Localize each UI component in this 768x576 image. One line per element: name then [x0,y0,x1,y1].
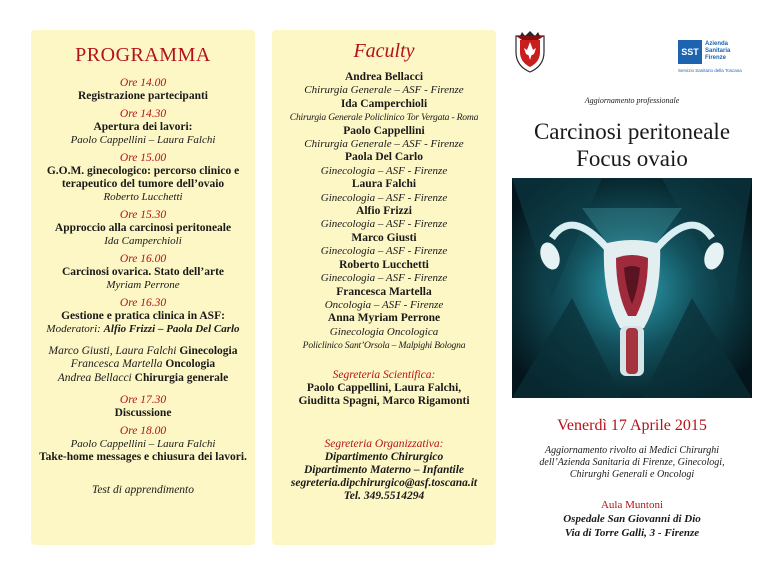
faculty-affiliation: Ginecologia – ASF - Firenze [320,245,448,258]
asl-logo-footer: Servizio Sanitario della Toscana [678,68,742,73]
program-item [31,108,255,147]
faculty-affiliation: Ginecologia – ASF - Firenze [320,218,448,231]
panel-names: Francesca Martella [70,358,163,371]
program-event: Apertura dei lavori: [93,121,193,133]
cover-title [512,118,752,172]
panel-names: Andrea Bellacci [57,371,132,384]
faculty-name: Paolo Cappellini [343,124,425,137]
faculty-name: Francesca Martella [336,285,432,298]
panel-role: Chirurgia generale [134,371,229,384]
faculty-affiliation: Ginecologia – ASF - Firenze [320,272,448,285]
program-item [31,297,255,336]
program-item [31,209,255,248]
programma-panel [31,30,255,545]
program-event: Gestione e pratica clinica in ASF: [61,310,225,322]
program-item [31,77,255,103]
faculty-name: Alfio Frizzi [356,205,412,218]
uterus-illustration-icon [512,178,752,398]
faculty-affiliation: Ginecologia – ASF - Firenze [320,191,448,204]
program-event: G.O.M. ginecologico: percorso clinico e terapeutico del tumore dell’ovaio [46,165,240,190]
segreteria-scientifica [272,369,496,408]
faculty-affiliation: Chirurgia Generale Policlinico Tor Vergata - Roma [289,112,479,124]
asl-logo-line: Sanitaria [705,48,731,54]
moderators-names: Alfio Frizzi – Paola Del Carlo [103,323,240,335]
segreteria-organizzativa-line: Dipartimento Chirurgico [324,450,444,463]
panel-role: Oncologia [165,358,216,371]
event-date: Venerdì 17 Aprile 2015 [557,417,707,434]
segreteria-phone: Tel. 349.5514294 [343,489,425,502]
venue-label: Aula Muntoni [600,499,664,511]
asl-firenze-logo [678,40,744,82]
faculty-panel [272,30,496,545]
cover-subtitle: Aggiornamento professionale [584,96,680,105]
venue [512,498,752,540]
audience-text [512,445,752,481]
asl-logo-line: Firenze [705,55,727,61]
faculty-title: Faculty [353,40,415,62]
audience-line: Chirurghi Generali e Oncologi [569,469,695,480]
cover-title-line: Focus ovaio [576,146,688,171]
segreteria-email: segreteria.dipchirurgico@asf.toscana.it [290,476,478,489]
program-speakers: Myriam Perrone [106,279,180,291]
program-item [31,425,255,464]
moderators-line [31,323,255,336]
program-event: Take-home messages e chiusura dei lavori. [39,451,247,464]
program-time: Ore 18.00 [119,425,167,438]
panel-names: Marco Giusti, Laura Falchi [48,345,177,357]
panel-row [31,372,255,385]
program-event: Registrazione partecipanti [78,90,208,102]
asl-logo-line: Azienda [705,41,729,47]
program-time: Ore 15.30 [119,209,167,221]
program-item [31,152,255,204]
faculty-affiliation: Ginecologia Oncologica [329,325,439,338]
program-speakers: Paolo Cappellini – Laura Falchi [70,438,216,451]
program-item [31,394,255,420]
faculty-name: Andrea Bellacci [344,71,424,83]
venue-line: Ospedale San Giovanni di Dio [563,513,701,525]
panel-role: Ginecologia [179,345,238,357]
segreteria-scientifica-line: Giuditta Spagni, Marco Rigamonti [298,394,470,407]
florence-crest-icon [512,30,548,74]
program-event: Approccio alla carcinosi peritoneale [54,222,232,234]
program-time: Ore 14.00 [119,77,167,89]
faculty-name: Laura Falchi [351,178,417,191]
segreteria-scientifica-line: Paolo Cappellini, Laura Falchi, [306,381,462,394]
program-speakers: Roberto Lucchetti [103,191,183,203]
cover-panel [512,30,752,545]
asl-logo-text [705,41,743,62]
program-event: Carcinosi ovarica. Stato dell’arte [61,266,225,278]
faculty-name: Ida Camperchioli [340,97,428,110]
faculty-affiliation: Chirurgia Generale – ASF - Firenze [304,84,464,97]
program-speakers: Ida Camperchioli [104,235,182,247]
faculty-name: Paola Del Carlo [345,151,423,164]
audience-line: Aggiornamento rivolto ai Medici Chirurghi [544,445,720,456]
faculty-affiliation: Oncologia – ASF - Firenze [324,298,444,311]
program-time: Ore 15.00 [119,152,167,164]
faculty-affiliation: Policlinico Sant’Orsola – Malpighi Bologna [302,340,466,352]
segreteria-organizzativa-line: Dipartimento Materno – Infantile [303,463,465,476]
faculty-name: Marco Giusti [351,231,417,244]
segreteria-scientifica-label: Segreteria Scientifica: [332,368,436,381]
segreteria-organizzativa-label: Segreteria Organizzativa: [324,437,444,450]
faculty-list [272,71,496,353]
program-time: Ore 17.30 [119,394,167,407]
asl-logo-mark: SST [678,40,702,64]
programma-title: PROGRAMMA [75,44,211,66]
panel-row [31,345,255,358]
faculty-name: Roberto Lucchetti [339,258,429,271]
panel-list [31,345,255,385]
cover-title-line: Carcinosi peritoneale [533,119,731,144]
faculty-affiliation: Chirurgia Generale – ASF - Firenze [304,138,464,151]
test-label: Test di apprendimento [91,484,194,497]
program-event: Discussione [114,407,172,420]
segreteria-organizzativa [272,438,496,503]
faculty-affiliation: Ginecologia – ASF - Firenze [320,164,448,177]
program-speakers: Paolo Cappellini – Laura Falchi [70,134,216,146]
audience-line: dell’Azienda Sanitaria di Firenze, Ginecologi, [539,457,725,468]
program-item [31,253,255,292]
venue-line: Via di Torre Galli, 3 - Firenze [564,527,700,539]
program-time: Ore 16.00 [119,253,167,265]
faculty-name: Anna Myriam Perrone [327,312,441,325]
moderators-label: Moderatori: [46,323,101,335]
program-time: Ore 14.30 [119,108,167,120]
program-time: Ore 16.30 [119,297,167,309]
panel-row [31,358,255,371]
